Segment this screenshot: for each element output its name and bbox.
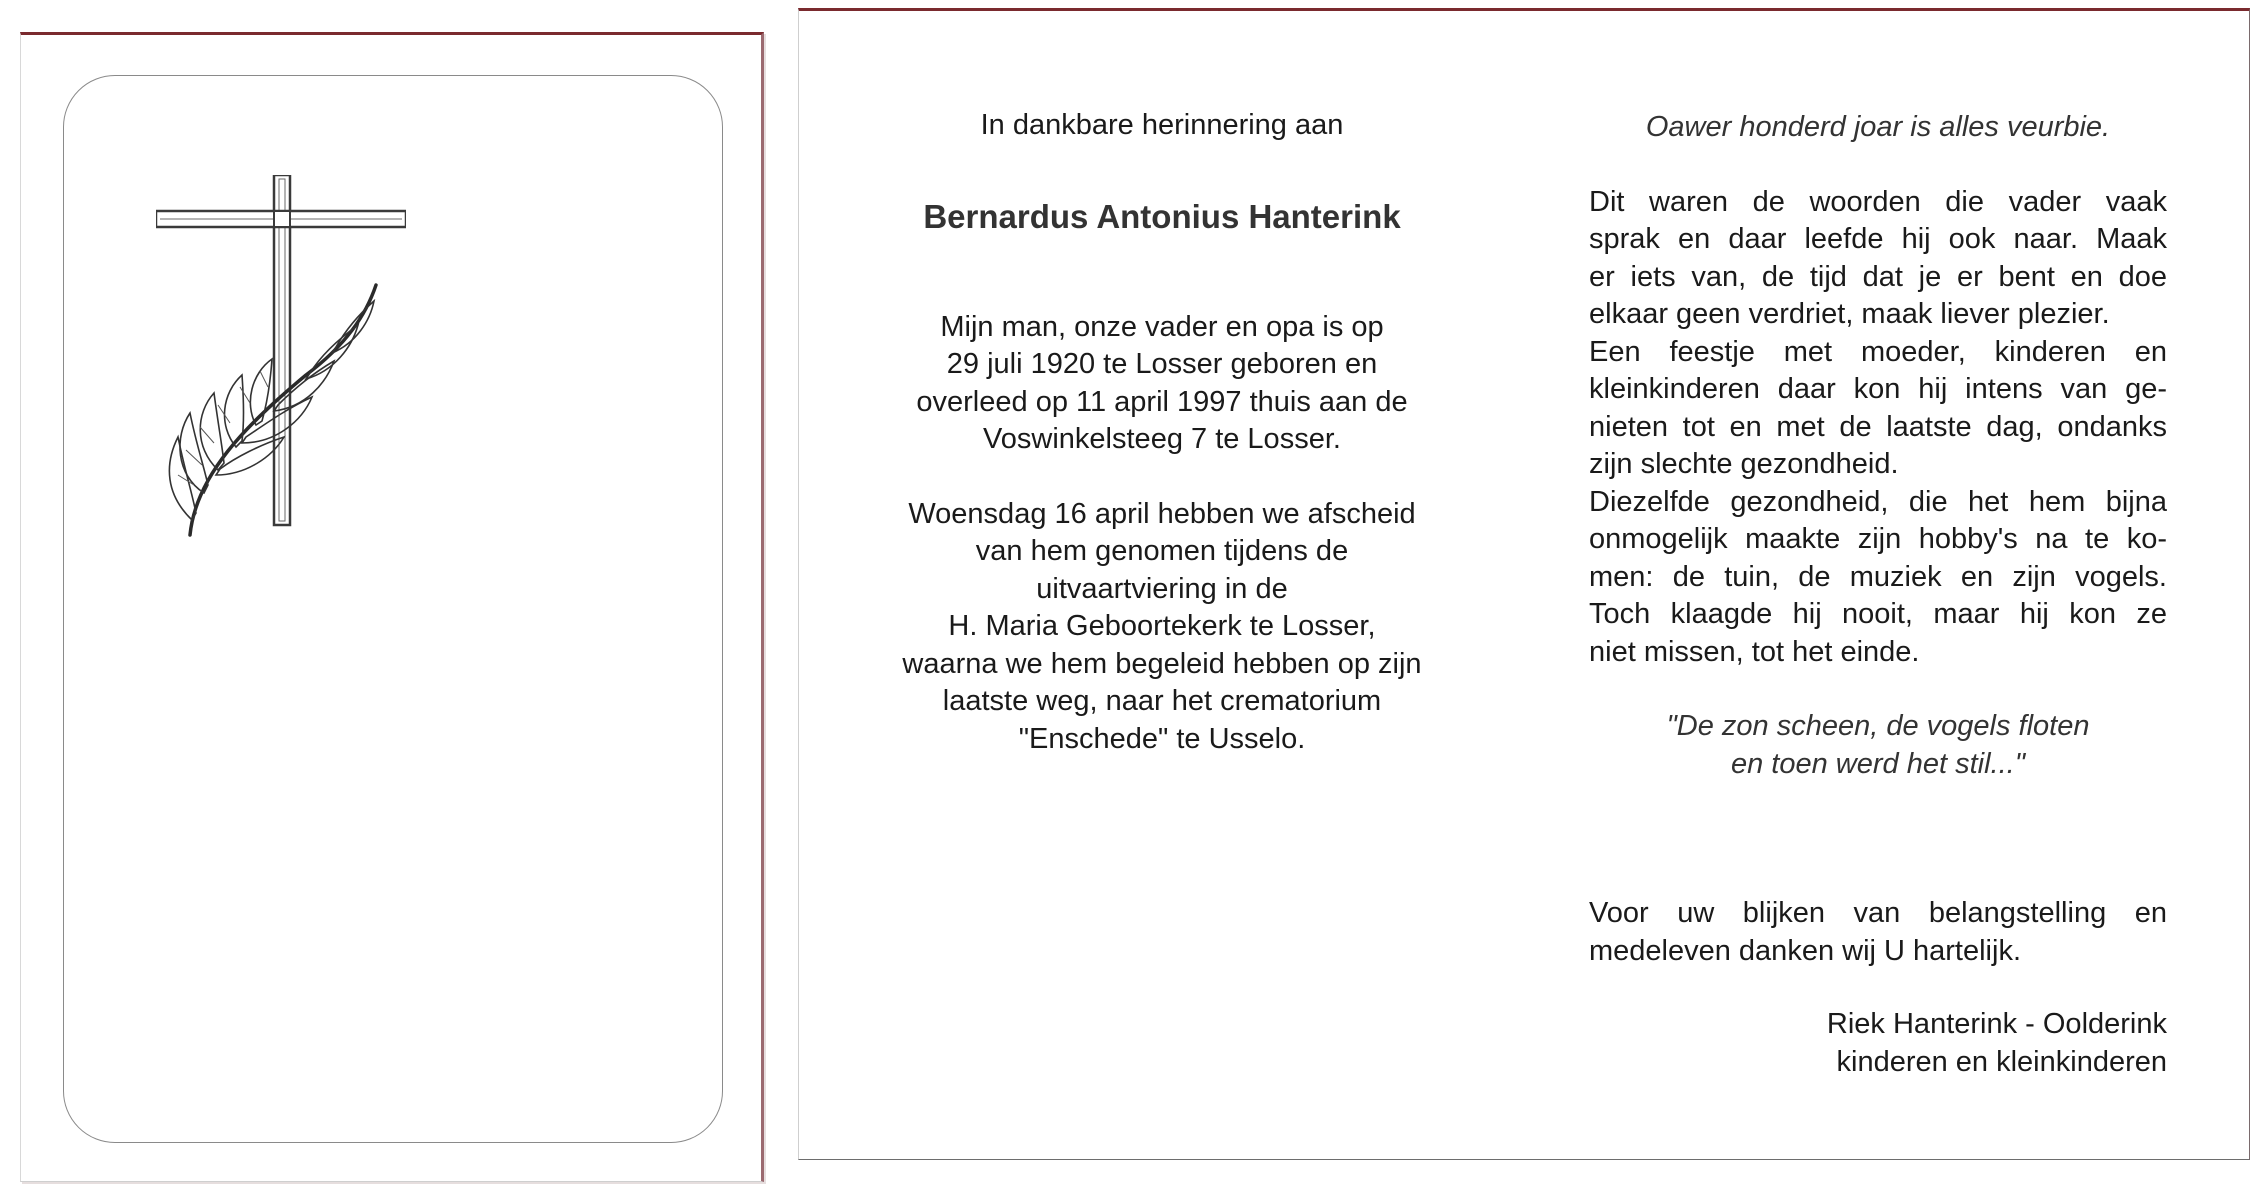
farewell-line: "Enschede" te Usselo.	[1018, 722, 1306, 755]
biography-paragraph	[867, 309, 1457, 459]
farewell-line: waarna we hem begeleid hebben op zijn	[902, 647, 1422, 680]
family-signoff	[1589, 1006, 2167, 1081]
right-text-column	[1589, 109, 2167, 1081]
card-inside	[798, 8, 2250, 1160]
thanks-line: Voor uw blijken van belangstelling en	[1589, 897, 2167, 929]
closing-quote	[1589, 708, 2167, 783]
farewell-line: Woensdag 16 april hebben we afscheid	[908, 497, 1416, 530]
thanks-paragraph	[1589, 895, 2167, 970]
quote-line: "De zon scheen, de vogels floten	[1666, 710, 2090, 742]
signoff-line: Riek Hanterink - Oolderink	[1826, 1008, 2167, 1040]
farewell-line: uitvaartviering in de	[1036, 572, 1288, 605]
cross-with-palm-branch-icon-svg	[156, 175, 406, 555]
story-line: sprak en daar leefde hij ook naar. Maak	[1589, 223, 2167, 255]
biography-line: overleed op 11 april 1997 thuis aan de	[916, 385, 1408, 418]
story-line: Toch klaagde hij nooit, maar hij kon ze	[1589, 598, 2167, 630]
farewell-line: van hem genomen tijdens de	[975, 535, 1349, 567]
intro-text: In dankbare herinnering aan	[980, 109, 1344, 141]
quote-line: en toen werd het stil..."	[1730, 747, 2025, 780]
story-line: Diezelfde gezondheid, die het hem bijna	[1589, 485, 2167, 518]
biography-line: 29 juli 1920 te Losser geboren en	[946, 348, 1378, 380]
story-line: nieten tot en met de laatste dag, ondanks	[1589, 410, 2167, 443]
story-line: er iets van, de tijd dat je er bent en doe	[1589, 260, 2167, 293]
story-line: zijn slechte gezondheid.	[1589, 448, 1899, 480]
farewell-line: laatste weg, naar het crematorium	[942, 685, 1382, 717]
farewell-paragraph	[867, 496, 1457, 759]
cross-with-palm-branch-icon	[156, 175, 406, 555]
story-line: onmogelijk maakte zijn hobby's na te ko-	[1589, 523, 2167, 555]
left-text-column	[867, 107, 1457, 758]
story-line: Dit waren de woorden die vader vaak	[1589, 185, 2167, 218]
deceased-name: Bernardus Antonius Hanterink	[923, 197, 1401, 235]
story-paragraph	[1589, 184, 2167, 672]
story-line: elkaar geen verdriet, maak liever plezier.	[1589, 298, 2110, 330]
card-front	[20, 32, 764, 1182]
story-line: men: de tuin, de muziek en zijn vogels.	[1589, 560, 2167, 593]
biography-line: Voswinkelsteeg 7 te Losser.	[983, 423, 1341, 455]
signoff-line: kinderen en kleinkinderen	[1836, 1045, 2167, 1078]
story-line: Een feestje met moeder, kinderen en	[1589, 335, 2167, 368]
farewell-line: H. Maria Geboortekerk te Losser,	[948, 610, 1376, 642]
story-line: kleinkinderen daar kon hij intens van ge-	[1589, 373, 2167, 405]
story-line: niet missen, tot het einde.	[1589, 635, 1920, 668]
motto-text: Oawer honderd joar is alles veurbie.	[1645, 111, 2111, 143]
thanks-line: medeleven danken wij U hartelijk.	[1589, 934, 2021, 967]
biography-line: Mijn man, onze vader en opa is op	[940, 310, 1384, 343]
